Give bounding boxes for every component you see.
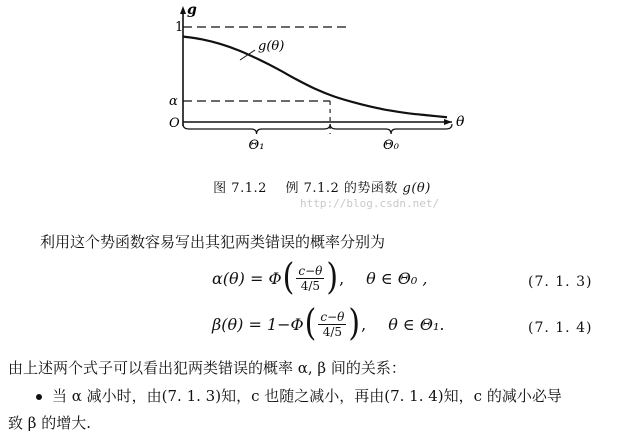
eq2-number: (7. 1. 4) — [528, 320, 593, 336]
y-axis-label: g — [187, 2, 197, 18]
eq1-left-paren: ( — [282, 256, 295, 299]
series-label: g(θ) — [258, 39, 285, 54]
watermark: http://blog.csdn.net/ — [300, 197, 440, 210]
region-label: Θ₀ — [383, 138, 399, 153]
caption-text: 例 7.1.2 的势函数 — [285, 181, 398, 196]
eq1-denominator: 4/5 — [300, 278, 320, 293]
brace-theta-1 — [183, 124, 330, 134]
eq2-right-paren: ) — [348, 302, 361, 345]
bullet-continuation: 致 β 的增大. — [8, 414, 91, 432]
series-line-g-theta — [183, 37, 447, 118]
relation-paragraph: 由上述两个式子可以看出犯两类错误的概率 α, β 间的关系： — [8, 359, 406, 377]
brace-theta-0 — [330, 124, 452, 134]
bullet-dot-icon — [36, 394, 42, 400]
eq1-lhs: α(θ) = Φ — [212, 268, 282, 288]
y-tick-label: α — [169, 94, 178, 109]
bullet-item — [36, 385, 562, 406]
figure-caption — [0, 177, 644, 196]
x-axis-label: θ — [456, 114, 465, 130]
eq1-number: (7. 1. 3) — [528, 274, 593, 290]
eq1-numerator: c−θ — [298, 263, 323, 278]
x-axis-arrow — [444, 119, 452, 125]
eq2-condition: θ ∈ Θ₁. — [388, 314, 445, 334]
eq2-fraction — [318, 310, 346, 339]
eq1-condition: θ ∈ Θ₀ , — [366, 268, 428, 288]
caption-number: 图 7.1.2 — [213, 181, 267, 196]
eq1-fraction — [296, 264, 324, 293]
eq2-left-paren: ( — [304, 302, 317, 345]
intro-paragraph: 利用这个势函数容易写出其犯两类错误的概率分别为 — [40, 233, 386, 251]
eq1-right-paren: ) — [326, 256, 339, 299]
y-tick-label: O — [169, 116, 180, 131]
equation-beta: β(θ) = 1−Φ ( $\frac{c-\theta}{4/5}$ ) , θ ∈ Θ₁. — [212, 302, 445, 345]
eq2-lhs: β(θ) = 1−Φ — [212, 314, 304, 334]
y-axis-arrow — [180, 6, 186, 14]
equation-alpha: α(θ) = Φ ( $\frac{c-\theta}{4/5}$ ) , θ ∈ Θ₀ , — [212, 256, 428, 299]
region-label: Θ₁ — [248, 138, 265, 153]
y-tick-label: 1 — [175, 20, 184, 35]
bullet-line-1: 当 α 减小时，由(7. 1. 3)知，c 也随之减小，再由(7. 1. 4)知，c 的减小必导 — [52, 387, 562, 405]
caption-math: g(θ) — [402, 181, 431, 196]
power-function-chart — [0, 0, 644, 175]
eq2-denominator: 4/5 — [322, 324, 343, 339]
eq2-numerator: c−θ — [320, 309, 345, 324]
